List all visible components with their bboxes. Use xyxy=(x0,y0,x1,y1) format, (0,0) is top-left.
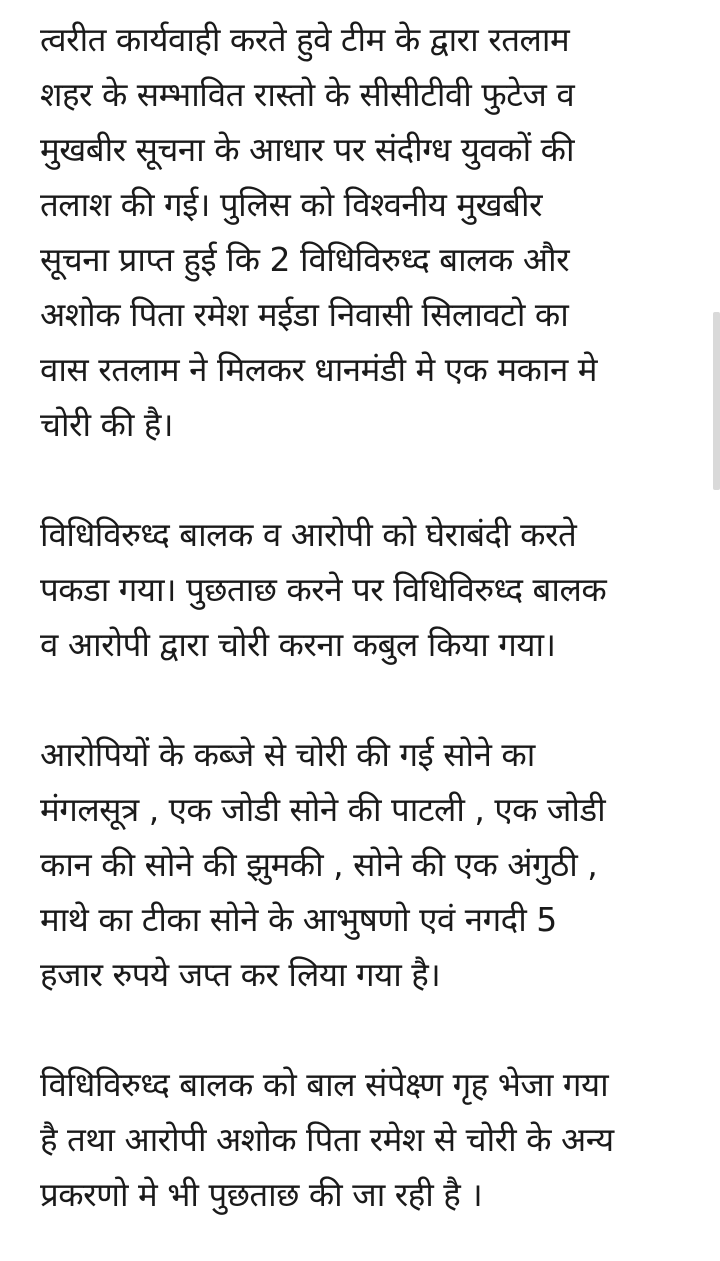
text-line: विधिविरुध्द बालक को बाल संपेक्ष्ण गृह भेजा गया xyxy=(40,1065,609,1104)
text-line: माथे का टीका सोने के आभुषणो एवं नगदी 5 xyxy=(40,900,557,939)
text-line: हजार रुपये जप्त कर लिया गया है। xyxy=(40,955,441,994)
text-line: मंगलसूत्र , एक जोडी सोने की पाटली , एक जोडी xyxy=(40,790,606,829)
text-line: प्रकरणो मे भी पुछताछ की जा रही है । xyxy=(40,1175,483,1214)
text-line: है तथा आरोपी अशोक पिता रमेश से चोरी के अन्य xyxy=(40,1120,614,1159)
article-body xyxy=(40,0,690,1222)
text-line: वास रतलाम ने मिलकर धानमंडी मे एक मकान मे xyxy=(40,350,597,389)
text-line: अशोक पिता रमेश मईडा निवासी सिलावटो का xyxy=(40,295,569,334)
text-line: आरोपियों के कब्जे से चोरी की गई सोने का xyxy=(40,735,535,774)
paragraph-seizure xyxy=(40,727,690,1002)
paragraph-arrest xyxy=(40,507,690,672)
text-line: शहर के सम्भावित रास्तो के सीसीटीवी फुटेज व xyxy=(40,75,575,114)
text-line: त्वरीत कार्यवाही करते हुवे टीम के द्वारा रतलाम xyxy=(40,20,570,59)
paragraph-investigation xyxy=(40,0,690,452)
text-line: कान की सोने की झुमकी , सोने की एक अंगुठी , xyxy=(40,845,598,884)
text-line: तलाश की गई। पुलिस को विश्वनीय मुखबीर xyxy=(40,185,543,224)
text-line: सूचना प्राप्त हुई कि 2 विधिविरुध्द बालक और xyxy=(40,240,570,279)
scrollbar-thumb[interactable] xyxy=(713,312,720,490)
text-line: व आरोपी द्वारा चोरी करना कबुल किया गया। xyxy=(40,625,556,664)
text-line: मुखबीर सूचना के आधार पर संदीग्ध युवकों की xyxy=(40,130,575,169)
paragraph-followup xyxy=(40,1057,690,1222)
text-line: चोरी की है। xyxy=(40,405,173,444)
text-line: पकडा गया। पुछताछ करने पर विधिविरुध्द बालक xyxy=(40,570,607,609)
text-line: विधिविरुध्द बालक व आरोपी को घेराबंदी करते xyxy=(40,515,577,554)
